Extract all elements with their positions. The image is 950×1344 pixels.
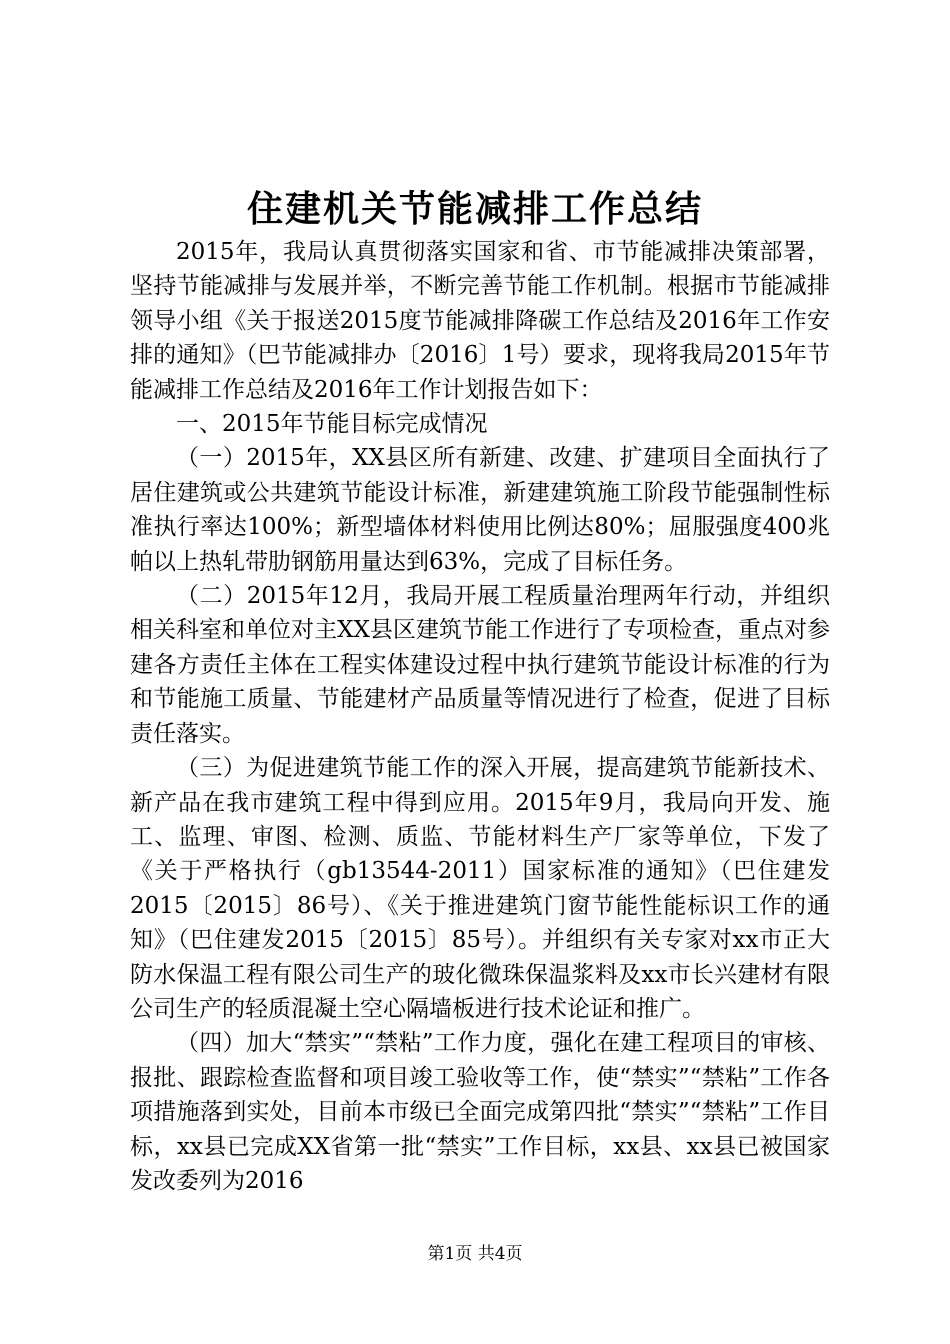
paragraph-item-2: （二）2015年12月，我局开展工程质量治理两年行动，并组织相关科室和单位对主XX县区建筑节能工作进行了专项检查，重点对参建各方责任主体在工程实体建设过程中执行建筑节能设计标准的行为和节能施工质量、节能建材产品质量等情况进行了检查，促进了目标责任落实。 <box>130 583 830 747</box>
paragraph-intro: 2015年，我局认真贯彻落实国家和省、市节能减排决策部署，坚持节能减排与发展并举，不断完善节能工作机制。根据市节能减排领导小组《关于报送2015度节能减排降碳工作总结及2016年工作安排的通知》（巴节能减排办〔2016〕1号）要求，现将我局2015年节能减排工作总结及2016年工作计划报告如下： <box>130 239 830 403</box>
document-body <box>130 235 830 1198</box>
paragraph-item-3: （三）为促进建筑节能工作的深入开展，提高建筑节能新技术、新产品在我市建筑工程中得到应用。2015年9月，我局向开发、施工、监理、审图、检测、质监、节能材料生产厂家等单位，下发了《关于严格执行（gb13544-2011）国家标准的通知》（巴住建发2015〔2015〕86号）、《关于推进建筑门窗节能性能标识工作的通知》（巴住建发2015〔2015〕85号）。并组织有关专家对xx市正大防水保温工程有限公司生产的玻化微珠保温浆料及xx市长兴建材有限公司生产的轻质混凝土空心隔墙板进行技术论证和推广。 <box>130 755 830 1022</box>
paragraph-item-4: （四）加大“禁实”“禁粘”工作力度，强化在建工程项目的审核、报批、跟踪检查监督和项目竣工验收等工作，使“禁实”“禁粘”工作各项措施落到实处，目前本市级已全面完成第四批“禁实”“禁粘”工作目标，xx县已完成XX省第一批“禁实”工作目标，xx县、xx县已被国家发改委列为2016 <box>130 1030 830 1194</box>
page-footer: 第1页 共4页 <box>427 1244 523 1264</box>
paragraph-item-1: （一）2015年，XX县区所有新建、改建、扩建项目全面执行了居住建筑或公共建筑节能设计标准，新建建筑施工阶段节能强制性标准执行率达100%；新型墙体材料使用比例达80%；屈服强度400兆帕以上热轧带肋钢筋用量达到63%，完成了目标任务。 <box>130 445 830 575</box>
section-heading: 一、2015年节能目标完成情况 <box>176 411 488 438</box>
document-title: 住建机关节能减排工作总结 <box>246 188 703 230</box>
